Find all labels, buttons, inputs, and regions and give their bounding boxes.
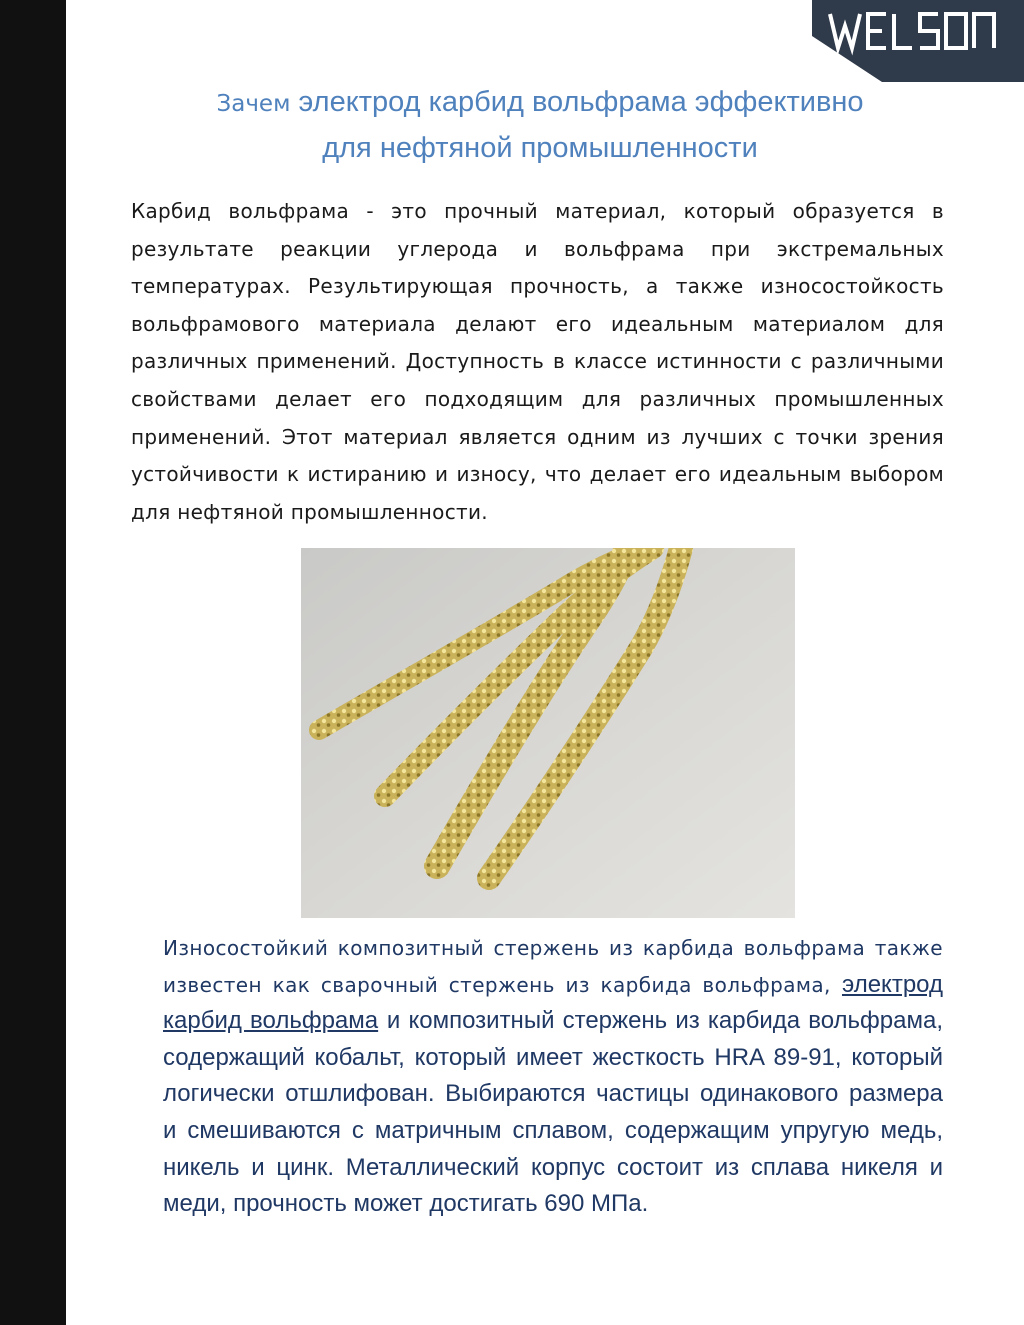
title-rest: электрод карбид вольфрама эффективно: [298, 86, 864, 118]
title-line2: для нефтяной промышленности: [322, 132, 758, 164]
page-title: [120, 80, 960, 170]
title-lead: Зачем: [216, 91, 291, 117]
electrode-link[interactable]: электрод карбид вольфрама: [163, 970, 943, 1035]
paragraph2-part2: и композитный стержень из карбида вольфрама, содержащий кобальт, который имеет жесткость HRA 89-91, который логически отшлифован. Выбираются частицы одинакового размера и смешиваются с матричным сплавом, содержащим упругую медь, никель и цинк. Металлический корпус состоит из сплава никеля и меди, прочность может достигать 690 МПа.: [163, 1007, 944, 1218]
intro-paragraph: Карбид вольфрама - это прочный материал, который образуется в результате реакции углерода и вольфрама при экстремальных температурах. Результирующая прочность, а также износостойкость вольфрамового материала делают его идеальным материалом для различных применений. Доступность в классе истинности с различными свойствами делает его подходящим для различных промышленных применений. Этот материал является одним из лучших с точки зрения устойчивости к истиранию и износу, что делает его идеальным выбором для нефтяной промышленности.: [131, 199, 944, 524]
rod-description-paragraph: [163, 930, 943, 1223]
welson-logo: [812, 0, 1024, 82]
left-side-bar: [0, 0, 66, 1325]
tungsten-carbide-rods-photo: [301, 548, 795, 918]
paragraph2-part1: Износостойкий композитный стержень из карбида вольфрама также известен как сварочный стержень из карбида вольфрама,: [163, 936, 943, 997]
